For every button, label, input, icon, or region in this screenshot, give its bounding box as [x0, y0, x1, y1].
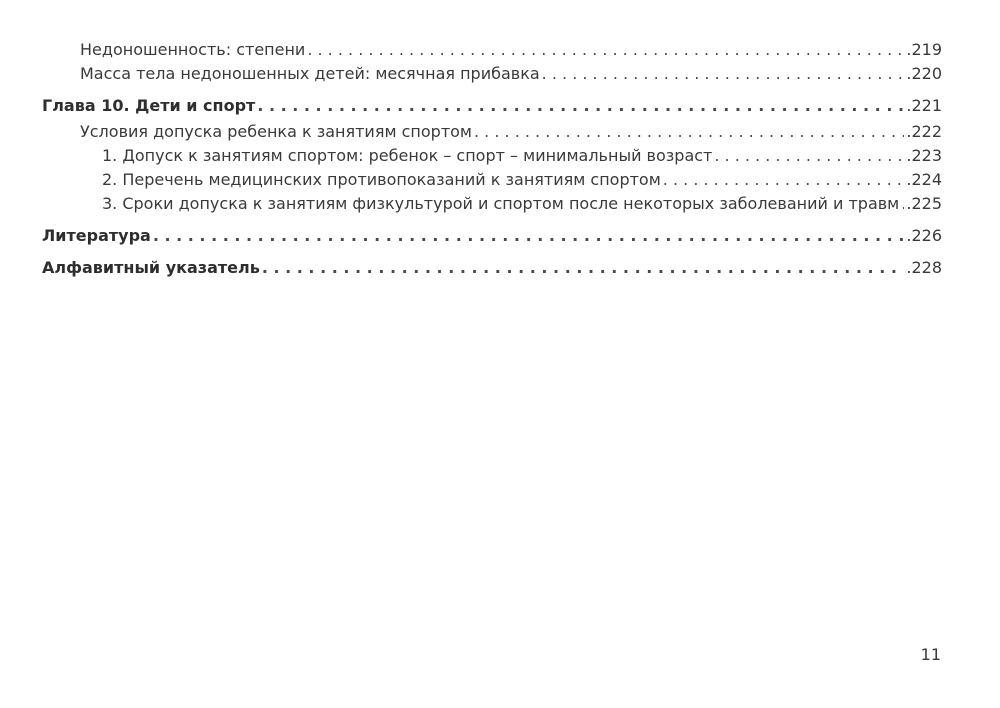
toc-subentry — [42, 192, 942, 216]
toc-subentry-title: 3. Сроки допуска к занятиям физкультурой и спортом после некоторых заболеваний и травм — [102, 194, 900, 213]
toc-entry-page: .220 — [906, 64, 942, 83]
toc-chapter-title: Глава 10. Дети и спорт — [42, 96, 256, 115]
toc-chapter-title: Алфавитный указатель — [42, 258, 260, 277]
toc-chapter-entry — [42, 94, 942, 118]
toc-chapter-entry — [42, 224, 942, 248]
toc-chapter-entry — [42, 256, 942, 280]
dot-leader — [257, 94, 904, 118]
toc-entry-title: Недоношенность: степени — [80, 40, 306, 59]
toc-subentry-page: .223 — [906, 146, 942, 165]
toc-chapter-title: Литература — [42, 226, 151, 245]
toc-subentry — [42, 144, 942, 168]
dot-leader — [307, 38, 904, 62]
toc-entry-title: Условия допуска ребенка к занятиям спортом — [80, 122, 472, 141]
toc-chapter-page: .226 — [906, 226, 942, 245]
toc-subentry-page: .225 — [906, 194, 942, 213]
toc-entry-page: .222 — [906, 122, 942, 141]
dot-leader — [153, 224, 905, 248]
toc-chapter-page: .228 — [906, 258, 942, 277]
dot-leader — [714, 144, 904, 168]
dot-leader — [262, 256, 905, 280]
toc-entry — [42, 62, 942, 86]
toc-entry — [42, 38, 942, 62]
toc-chapter-page: .221 — [906, 96, 942, 115]
page-number: 11 — [920, 645, 941, 664]
toc-subentry-title: 2. Перечень медицинских противопоказаний к занятиям спортом — [102, 170, 661, 189]
toc-subentry-title: 1. Допуск к занятиям спортом: ребенок – спорт – минимальный возраст — [102, 146, 713, 165]
dot-leader — [542, 62, 905, 86]
dot-leader — [901, 192, 904, 216]
toc-entry — [42, 120, 942, 144]
toc-entry-title: Масса тела недоношенных детей: месячная прибавка — [80, 64, 540, 83]
dot-leader — [474, 120, 904, 144]
dot-leader — [663, 168, 905, 192]
table-of-contents — [42, 38, 942, 282]
toc-subentry-page: .224 — [906, 170, 942, 189]
toc-subentry — [42, 168, 942, 192]
toc-entry-page: .219 — [906, 40, 942, 59]
